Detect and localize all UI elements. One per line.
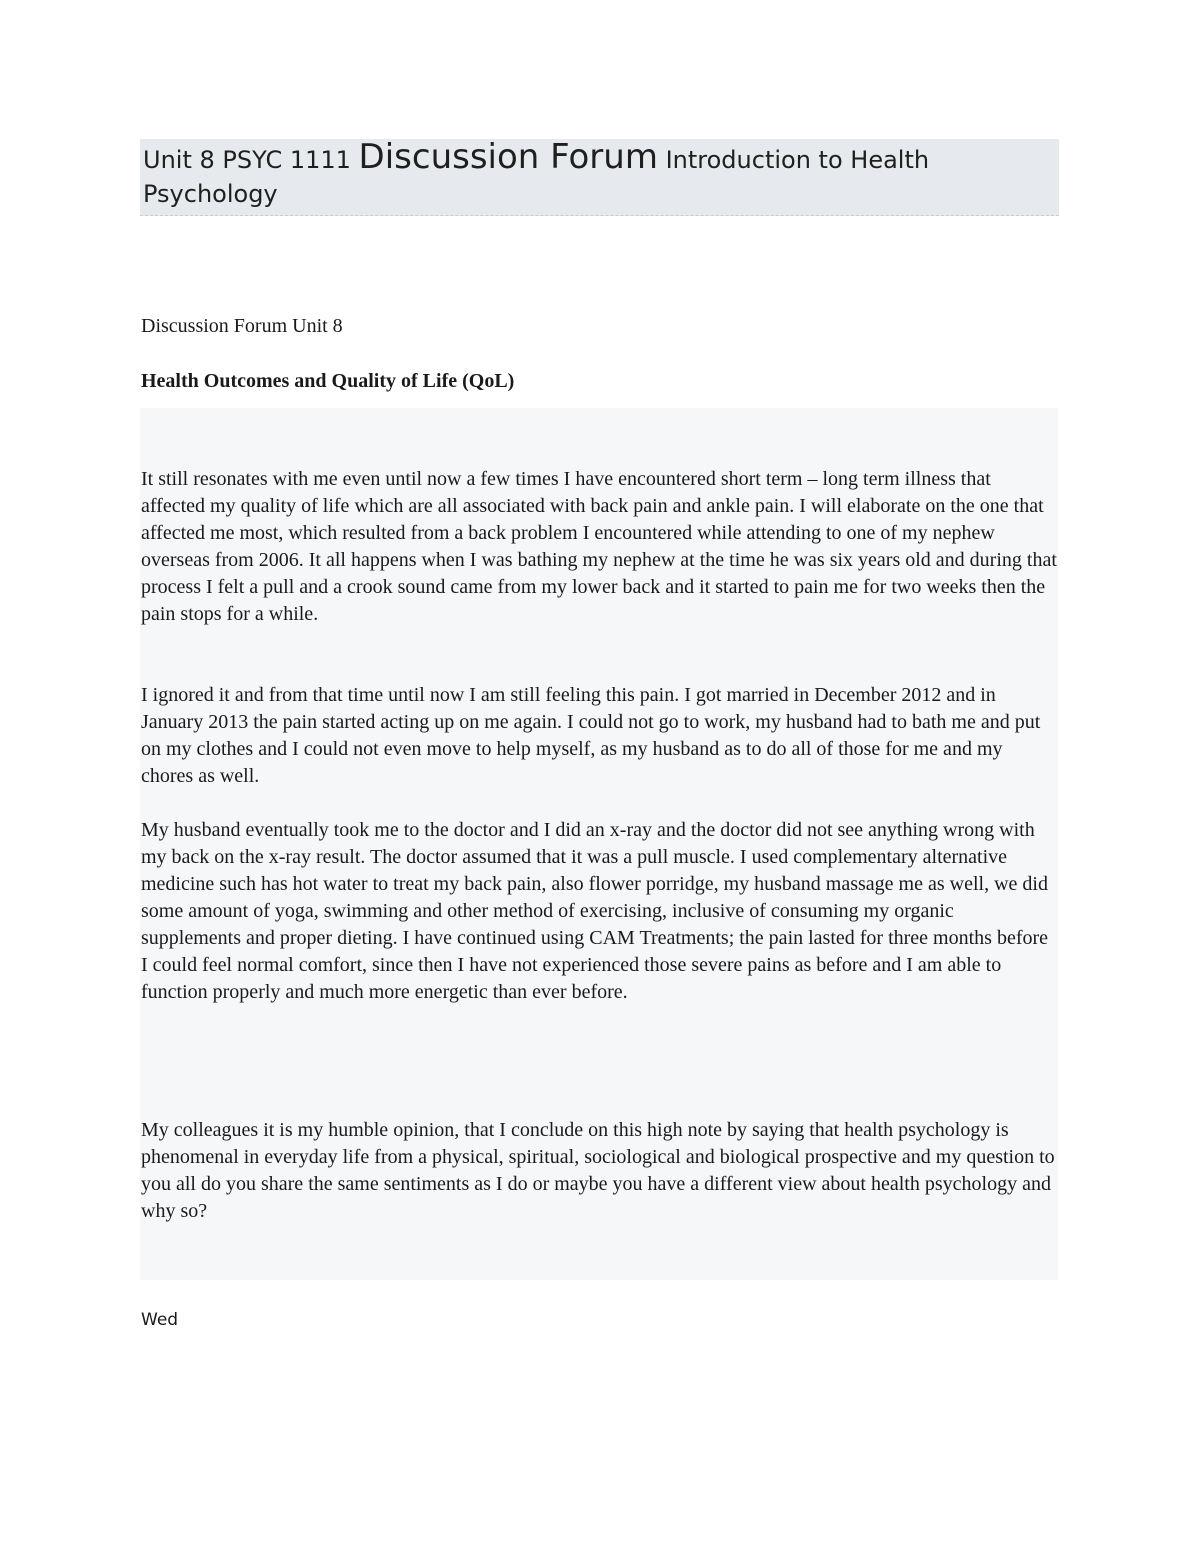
post-paragraph-1: It still resonates with me even until now a few times I have encountered short term – long term illness that affected my quality of life which are all associated with back pain and ankle pain. I will elaborate on the one that affected me most, which resulted from a back problem I encountered while attending to one of my nephew overseas from 2006. It all happens when I was bathing my nephew at the time he was six years old and during that process I felt a pull and a crook sound came from my lower back and it started to pain me for two weeks then the pain stops for a while. [141,468,1057,625]
section-heading: Health Outcomes and Quality of Life (QoL) [141,370,515,392]
title-prefix: Unit 8 PSYC 1111 [143,146,359,174]
title-emphasis: Discussion Forum [358,137,658,177]
post-paragraph-3: My husband eventually took me to the doctor and I did an x-ray and the doctor did not see anything wrong with my back on the x-ray result. The doctor assumed that it was a pull muscle. I used complementary alternative medicine such has hot water to treat my back pain, also flower porridge, my husband massage me as well, we did some amount of yoga, swimming and other method of exercising, inclusive of consuming my organic supplements and proper dieting. I have continued using CAM Treatments; the pain lasted for three months before I could feel normal comfort, since then I have not experienced those severe pains as before and I am able to function properly and much more energetic than ever before. [141,819,1049,1003]
post-paragraph-2: I ignored it and from that time until now I am still feeling this pain. I got married in December 2012 and in January 2013 the pain started acting up on me again. I could not go to work, my husband had to bath me and put on my clothes and I could not even move to help myself, as my husband as to do all of those for me and my chores as well. [141,684,1041,787]
document-title [143,137,1048,211]
post-day: Wed [141,1310,179,1330]
forum-label: Discussion Forum Unit 8 [141,315,343,337]
title-suffix: Introduction to Health Psychology [143,146,930,208]
post-paragraph-4: My colleagues it is my humble opinion, that I conclude on this high note by saying that health psychology is phenomenal in everyday life from a physical, spiritual, sociological and biological prospective and my question to you all do you share the same sentiments as I do or maybe you have a different view about health psychology and why so? [141,1119,1055,1222]
